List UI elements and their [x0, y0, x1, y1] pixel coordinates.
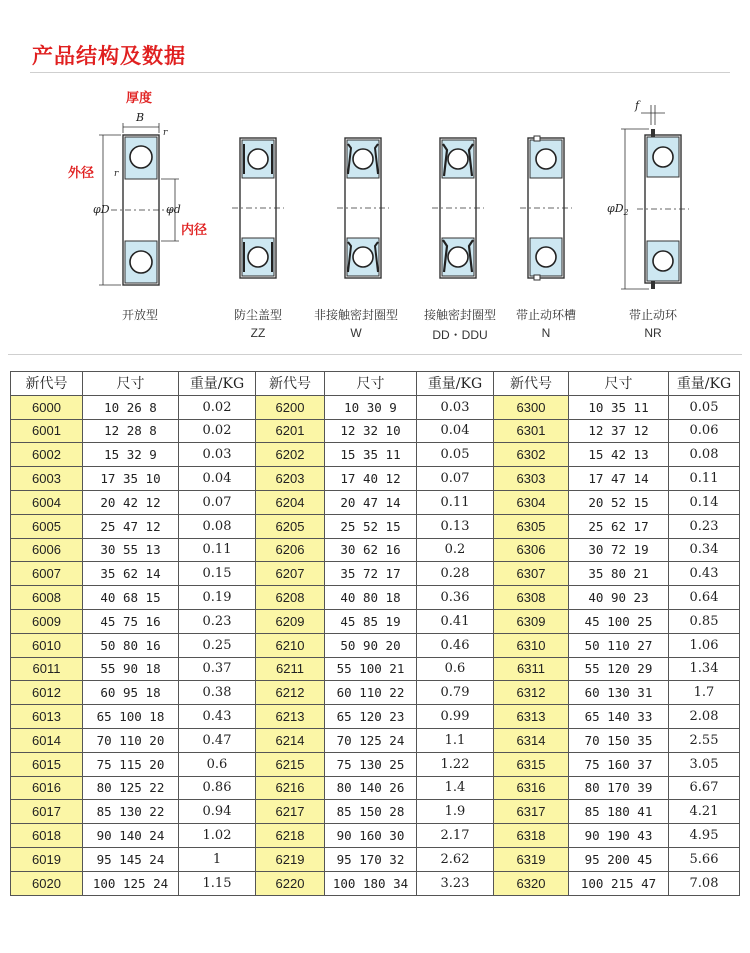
bearing-code-cell: 6001: [11, 419, 83, 443]
weight-cell: 0.15: [179, 562, 256, 586]
weight-cell: 1.06: [669, 633, 740, 657]
label-f: f: [635, 99, 640, 112]
bearing-code-cell: 6318: [494, 824, 569, 848]
size-cell: 17 35 10: [83, 467, 179, 491]
size-cell: 70 125 24: [325, 728, 417, 752]
bearing-code-cell: 6317: [494, 800, 569, 824]
bearing-code-cell: 6015: [11, 752, 83, 776]
section-divider: [8, 354, 742, 355]
bearing-w: [337, 138, 389, 278]
bearing-spec-table: [10, 371, 740, 896]
weight-cell: 0.14: [669, 490, 740, 514]
weight-cell: 0.2: [417, 538, 494, 562]
bearing-code-cell: 6320: [494, 871, 569, 895]
table-row: [11, 657, 740, 681]
weight-cell: 0.34: [669, 538, 740, 562]
size-cell: 40 90 23: [569, 586, 669, 610]
label-phiD2: $\varphi D_2$: [607, 202, 629, 217]
bearing-code-cell: 6210: [256, 633, 325, 657]
weight-cell: 1.9: [417, 800, 494, 824]
weight-cell: 0.43: [669, 562, 740, 586]
weight-cell: 2.62: [417, 847, 494, 871]
weight-cell: 1: [179, 847, 256, 871]
bearing-code-cell: 6209: [256, 609, 325, 633]
size-cell: 100 125 24: [83, 871, 179, 895]
size-cell: 50 90 20: [325, 633, 417, 657]
bearing-code-cell: 6208: [256, 586, 325, 610]
size-cell: 15 32 9: [83, 443, 179, 467]
weight-cell: 0.07: [179, 490, 256, 514]
bearing-code-cell: 6004: [11, 490, 83, 514]
bearing-code-cell: 6016: [11, 776, 83, 800]
table-row: [11, 443, 740, 467]
caption-open: 开放型: [121, 308, 158, 322]
weight-cell: 0.64: [669, 586, 740, 610]
weight-cell: 0.47: [179, 728, 256, 752]
size-cell: 20 52 15: [569, 490, 669, 514]
size-cell: 25 62 17: [569, 514, 669, 538]
size-cell: 55 90 18: [83, 657, 179, 681]
bearing-code-cell: 6302: [494, 443, 569, 467]
weight-cell: 0.02: [179, 395, 256, 419]
bearing-code-cell: 6013: [11, 705, 83, 729]
weight-cell: 7.08: [669, 871, 740, 895]
table-row: [11, 705, 740, 729]
size-cell: 35 72 17: [325, 562, 417, 586]
weight-cell: 0.79: [417, 681, 494, 705]
size-cell: 65 140 33: [569, 705, 669, 729]
table-row: [11, 824, 740, 848]
weight-cell: 0.11: [179, 538, 256, 562]
bearing-code-cell: 6206: [256, 538, 325, 562]
label-r-left: r: [114, 169, 119, 179]
bearing-code-cell: 6000: [11, 395, 83, 419]
weight-cell: 0.02: [179, 419, 256, 443]
bearing-code-cell: 6204: [256, 490, 325, 514]
bearing-code-cell: 6212: [256, 681, 325, 705]
bearing-code-cell: 6003: [11, 467, 83, 491]
bearing-code-cell: 6301: [494, 419, 569, 443]
bearing-code-cell: 6309: [494, 609, 569, 633]
bearing-code-cell: 6207: [256, 562, 325, 586]
size-cell: 100 180 34: [325, 871, 417, 895]
size-cell: 40 68 15: [83, 586, 179, 610]
table-row: [11, 752, 740, 776]
bearing-code-cell: 6311: [494, 657, 569, 681]
weight-cell: 1.22: [417, 752, 494, 776]
size-cell: 95 170 32: [325, 847, 417, 871]
caption-w: 非接触密封圈型 W: [313, 308, 398, 340]
size-cell: 95 145 24: [83, 847, 179, 871]
size-cell: 90 190 43: [569, 824, 669, 848]
weight-cell: 0.36: [417, 586, 494, 610]
weight-cell: 0.41: [417, 609, 494, 633]
weight-cell: 2.08: [669, 705, 740, 729]
weight-cell: 0.46: [417, 633, 494, 657]
size-cell: 95 200 45: [569, 847, 669, 871]
bearing-code-cell: 6219: [256, 847, 325, 871]
bearing-code-cell: 6218: [256, 824, 325, 848]
size-cell: 50 80 16: [83, 633, 179, 657]
bearing-code-cell: 6019: [11, 847, 83, 871]
size-cell: 80 140 26: [325, 776, 417, 800]
label-outer-diameter: 外径: [68, 166, 95, 181]
weight-cell: 0.86: [179, 776, 256, 800]
header-code: 新代号: [494, 372, 569, 396]
size-cell: 45 75 16: [83, 609, 179, 633]
size-cell: 75 160 37: [569, 752, 669, 776]
weight-cell: 1.34: [669, 657, 740, 681]
size-cell: 90 160 30: [325, 824, 417, 848]
bearing-nr: [621, 105, 689, 289]
bearing-code-cell: 6308: [494, 586, 569, 610]
size-cell: 45 85 19: [325, 609, 417, 633]
table-row: [11, 800, 740, 824]
table-row: [11, 871, 740, 895]
weight-cell: 0.05: [669, 395, 740, 419]
size-cell: 35 62 14: [83, 562, 179, 586]
weight-cell: 0.23: [179, 609, 256, 633]
label-thickness: 厚度: [126, 91, 153, 106]
bearing-code-cell: 6202: [256, 443, 325, 467]
bearing-code-cell: 6304: [494, 490, 569, 514]
size-cell: 20 47 14: [325, 490, 417, 514]
bearing-code-cell: 6314: [494, 728, 569, 752]
weight-cell: 1.7: [669, 681, 740, 705]
weight-cell: 1.15: [179, 871, 256, 895]
weight-cell: 0.6: [417, 657, 494, 681]
weight-cell: 0.99: [417, 705, 494, 729]
bearing-code-cell: 6214: [256, 728, 325, 752]
weight-cell: 0.43: [179, 705, 256, 729]
label-B: B: [136, 111, 145, 124]
bearing-code-cell: 6012: [11, 681, 83, 705]
bearing-code-cell: 6014: [11, 728, 83, 752]
size-cell: 12 32 10: [325, 419, 417, 443]
weight-cell: 3.23: [417, 871, 494, 895]
bearing-code-cell: 6006: [11, 538, 83, 562]
weight-cell: 0.13: [417, 514, 494, 538]
weight-cell: 0.03: [417, 395, 494, 419]
weight-cell: 4.21: [669, 800, 740, 824]
bearing-code-cell: 6020: [11, 871, 83, 895]
size-cell: 65 100 18: [83, 705, 179, 729]
size-cell: 65 120 23: [325, 705, 417, 729]
table-header-row: [11, 372, 740, 396]
weight-cell: 0.37: [179, 657, 256, 681]
bearing-code-cell: 6017: [11, 800, 83, 824]
size-cell: 20 42 12: [83, 490, 179, 514]
header-size: 尺寸: [83, 372, 179, 396]
weight-cell: 3.05: [669, 752, 740, 776]
header-weight: 重量/KG: [179, 372, 256, 396]
label-phid: φd: [166, 203, 181, 216]
weight-cell: 4.95: [669, 824, 740, 848]
bearing-code-cell: 6312: [494, 681, 569, 705]
bearing-code-cell: 6009: [11, 609, 83, 633]
weight-cell: 0.04: [417, 419, 494, 443]
weight-cell: 0.03: [179, 443, 256, 467]
table-row: [11, 728, 740, 752]
weight-cell: 0.05: [417, 443, 494, 467]
weight-cell: 0.38: [179, 681, 256, 705]
weight-cell: 5.66: [669, 847, 740, 871]
table-row: [11, 467, 740, 491]
bearing-code-cell: 6010: [11, 633, 83, 657]
bearing-code-cell: 6310: [494, 633, 569, 657]
header-weight: 重量/KG: [669, 372, 740, 396]
size-cell: 25 47 12: [83, 514, 179, 538]
size-cell: 80 170 39: [569, 776, 669, 800]
size-cell: 85 150 28: [325, 800, 417, 824]
weight-cell: 0.6: [179, 752, 256, 776]
weight-cell: 0.06: [669, 419, 740, 443]
caption-nr: 带止动环 NR: [628, 308, 677, 340]
size-cell: 70 110 20: [83, 728, 179, 752]
size-cell: 55 100 21: [325, 657, 417, 681]
bearing-code-cell: 6205: [256, 514, 325, 538]
bearing-code-cell: 6215: [256, 752, 325, 776]
size-cell: 17 47 14: [569, 467, 669, 491]
weight-cell: 0.25: [179, 633, 256, 657]
size-cell: 25 52 15: [325, 514, 417, 538]
weight-cell: 0.11: [669, 467, 740, 491]
size-cell: 12 37 12: [569, 419, 669, 443]
weight-cell: 0.28: [417, 562, 494, 586]
size-cell: 60 95 18: [83, 681, 179, 705]
size-cell: 75 130 25: [325, 752, 417, 776]
size-cell: 50 110 27: [569, 633, 669, 657]
bearing-code-cell: 6002: [11, 443, 83, 467]
bearing-code-cell: 6313: [494, 705, 569, 729]
size-cell: 35 80 21: [569, 562, 669, 586]
size-cell: 30 72 19: [569, 538, 669, 562]
bearing-code-cell: 6300: [494, 395, 569, 419]
bearing-code-cell: 6213: [256, 705, 325, 729]
bearing-code-cell: 6203: [256, 467, 325, 491]
table-row: [11, 776, 740, 800]
weight-cell: 1.4: [417, 776, 494, 800]
table-row: [11, 847, 740, 871]
table-row: [11, 514, 740, 538]
weight-cell: 6.67: [669, 776, 740, 800]
title-divider: [30, 72, 730, 73]
header-size: 尺寸: [325, 372, 417, 396]
bearing-zz: [232, 138, 284, 278]
size-cell: 17 40 12: [325, 467, 417, 491]
table-row: [11, 586, 740, 610]
bearing-code-cell: 6018: [11, 824, 83, 848]
bearing-code-cell: 6307: [494, 562, 569, 586]
table-row: [11, 681, 740, 705]
weight-cell: 0.07: [417, 467, 494, 491]
caption-dd: 接触密封圈型 DD・DDU: [423, 308, 496, 342]
label-inner-diameter: 内径: [181, 223, 208, 238]
size-cell: 30 62 16: [325, 538, 417, 562]
table-row: [11, 490, 740, 514]
caption-n: 带止动环槽 N: [515, 308, 576, 340]
bearing-code-cell: 6216: [256, 776, 325, 800]
bearing-code-cell: 6316: [494, 776, 569, 800]
header-code: 新代号: [256, 372, 325, 396]
weight-cell: 1.02: [179, 824, 256, 848]
size-cell: 45 100 25: [569, 609, 669, 633]
bearing-code-cell: 6305: [494, 514, 569, 538]
weight-cell: 0.85: [669, 609, 740, 633]
weight-cell: 1.1: [417, 728, 494, 752]
bearing-code-cell: 6220: [256, 871, 325, 895]
weight-cell: 0.08: [179, 514, 256, 538]
bearing-code-cell: 6008: [11, 586, 83, 610]
table-row: [11, 609, 740, 633]
size-cell: 60 110 22: [325, 681, 417, 705]
size-cell: 85 180 41: [569, 800, 669, 824]
page-title: 产品结构及数据: [32, 44, 186, 68]
size-cell: 85 130 22: [83, 800, 179, 824]
header-weight: 重量/KG: [417, 372, 494, 396]
bearing-code-cell: 6211: [256, 657, 325, 681]
bearing-code-cell: 6005: [11, 514, 83, 538]
weight-cell: 2.55: [669, 728, 740, 752]
table-row: [11, 633, 740, 657]
bearing-code-cell: 6200: [256, 395, 325, 419]
size-cell: 60 130 31: [569, 681, 669, 705]
header-code: 新代号: [11, 372, 83, 396]
bearing-code-cell: 6315: [494, 752, 569, 776]
size-cell: 10 35 11: [569, 395, 669, 419]
table-row: [11, 562, 740, 586]
size-cell: 40 80 18: [325, 586, 417, 610]
size-cell: 10 26 8: [83, 395, 179, 419]
bearing-code-cell: 6201: [256, 419, 325, 443]
weight-cell: 0.19: [179, 586, 256, 610]
size-cell: 30 55 13: [83, 538, 179, 562]
weight-cell: 2.17: [417, 824, 494, 848]
bearing-code-cell: 6306: [494, 538, 569, 562]
bearing-dd: [432, 138, 484, 278]
size-cell: 75 115 20: [83, 752, 179, 776]
bearing-code-cell: 6303: [494, 467, 569, 491]
size-cell: 15 42 13: [569, 443, 669, 467]
size-cell: 90 140 24: [83, 824, 179, 848]
bearing-code-cell: 6011: [11, 657, 83, 681]
size-cell: 12 28 8: [83, 419, 179, 443]
size-cell: 55 120 29: [569, 657, 669, 681]
weight-cell: 0.94: [179, 800, 256, 824]
bearing-code-cell: 6007: [11, 562, 83, 586]
table-row: [11, 538, 740, 562]
weight-cell: 0.23: [669, 514, 740, 538]
table-row: [11, 419, 740, 443]
label-phiD: φD: [93, 203, 110, 216]
weight-cell: 0.11: [417, 490, 494, 514]
label-r-top: r: [163, 128, 168, 138]
header-size: 尺寸: [569, 372, 669, 396]
weight-cell: 0.08: [669, 443, 740, 467]
table-row: [11, 395, 740, 419]
size-cell: 15 35 11: [325, 443, 417, 467]
size-cell: 70 150 35: [569, 728, 669, 752]
size-cell: 100 215 47: [569, 871, 669, 895]
bearing-n: [520, 136, 572, 280]
bearing-code-cell: 6319: [494, 847, 569, 871]
size-cell: 80 125 22: [83, 776, 179, 800]
size-cell: 10 30 9: [325, 395, 417, 419]
caption-zz: 防尘盖型 ZZ: [233, 308, 282, 340]
bearing-code-cell: 6217: [256, 800, 325, 824]
weight-cell: 0.04: [179, 467, 256, 491]
